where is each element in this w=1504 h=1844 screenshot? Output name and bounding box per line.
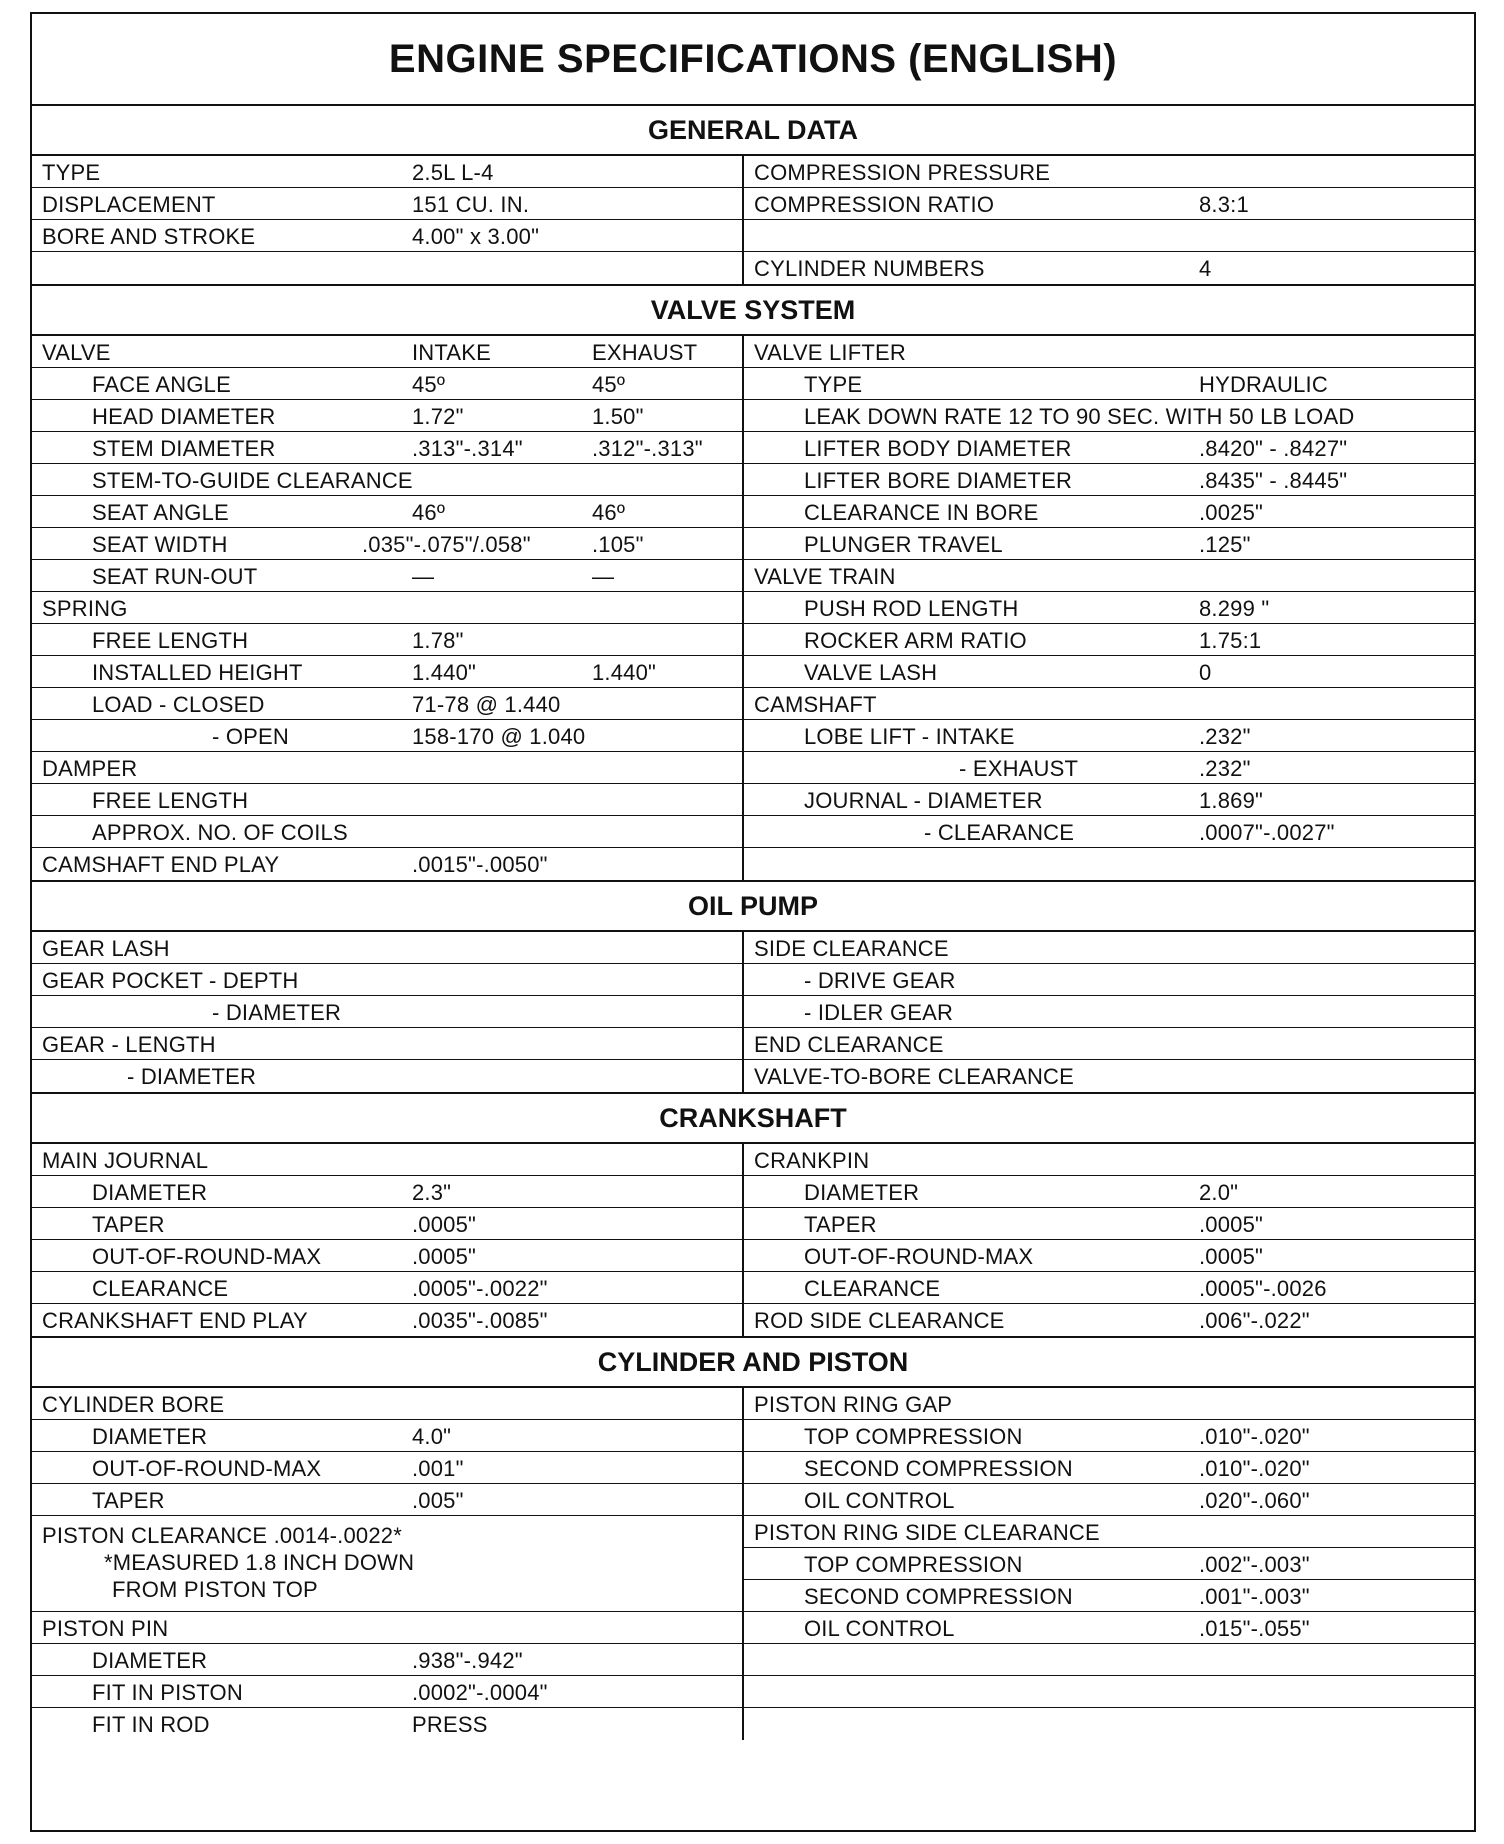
seat-runout-label: SEAT RUN-OUT [92, 564, 258, 589]
damper-label: DAMPER [42, 756, 138, 781]
damper-coils-row [32, 816, 742, 848]
seat-angle-row [32, 496, 742, 528]
end-clearance-row [744, 1028, 1474, 1060]
piston-clearance-text: PISTON CLEARANCE .0014-.0022* [42, 1523, 403, 1548]
measured-note: *MEASURED 1.8 INCH DOWN [104, 1550, 415, 1575]
drive-gear-label: - DRIVE GEAR [804, 968, 956, 993]
seat-angle-exhaust: 46º [592, 500, 626, 525]
lifter-bore-row [744, 464, 1474, 496]
main-taper-value: .0005" [412, 1212, 477, 1237]
pin-clearance-row [744, 1272, 1474, 1304]
fit-piston-value: .0002"-.0004" [412, 1680, 548, 1705]
gear-diameter-row [32, 1060, 742, 1092]
lifter-body-label: LIFTER BODY DIAMETER [804, 436, 1072, 461]
head-diameter-row [32, 400, 742, 432]
fit-rod-row [32, 1708, 742, 1740]
general-right-column [744, 156, 1474, 284]
pin-diameter-row [32, 1644, 742, 1676]
gap-oil-label: OIL CONTROL [804, 1488, 955, 1513]
installed-height-row [32, 656, 742, 688]
side-second-row [744, 1580, 1474, 1612]
bore-oor-row [32, 1452, 742, 1484]
leak-down-row [744, 400, 1474, 432]
damper-coils-label: APPROX. NO. OF COILS [92, 820, 348, 845]
lobe-exhaust-label: - EXHAUST [959, 756, 1079, 781]
valve-system-section [32, 336, 1474, 882]
piston-pin-row [32, 1612, 742, 1644]
type-value: 2.5L L-4 [412, 160, 494, 185]
oil-right-column [744, 932, 1474, 1092]
cylinder-piston-section [32, 1388, 1474, 1740]
stem-guide-row [32, 464, 742, 496]
intake-header: INTAKE [412, 340, 492, 365]
crank-right-column [744, 1144, 1474, 1336]
spec-sheet [30, 12, 1476, 1832]
blank-row [32, 252, 742, 284]
pin-taper-value: .0005" [1199, 1212, 1264, 1237]
face-angle-intake: 45º [412, 372, 446, 397]
rod-side-label: ROD SIDE CLEARANCE [754, 1308, 1005, 1333]
valve-train-label: VALVE TRAIN [754, 564, 896, 589]
load-closed-label: LOAD - CLOSED [92, 692, 265, 717]
leak-down-text: LEAK DOWN RATE 12 TO 90 SEC. WITH 50 LB LOAD [804, 404, 1355, 429]
journal-clearance-label: - CLEARANCE [924, 820, 1075, 845]
fit-piston-label: FIT IN PISTON [92, 1680, 243, 1705]
damper-free-length-label: FREE LENGTH [92, 788, 249, 813]
valve-train-row [744, 560, 1474, 592]
crankshaft-section [32, 1144, 1474, 1338]
drive-gear-row [744, 964, 1474, 996]
seat-width-label: SEAT WIDTH [92, 532, 228, 557]
main-diameter-row [32, 1176, 742, 1208]
gap-top-row [744, 1420, 1474, 1452]
head-diameter-exhaust: 1.50" [592, 404, 644, 429]
cyl-right-column [744, 1388, 1474, 1740]
crankpin-label: CRANKPIN [754, 1148, 870, 1173]
rocker-value: 1.75:1 [1199, 628, 1262, 653]
valve-label: VALVE [42, 340, 111, 365]
installed-height-intake: 1.440" [412, 660, 477, 685]
load-open-value: 158-170 @ 1.040 [412, 724, 586, 749]
valve-header-row [32, 336, 742, 368]
ring-gap-row [744, 1388, 1474, 1420]
seat-runout-exhaust: — [592, 564, 615, 589]
push-rod-value: 8.299 " [1199, 596, 1270, 621]
side-clearance-label: SIDE CLEARANCE [754, 936, 949, 961]
bore-oor-label: OUT-OF-ROUND-MAX [92, 1456, 322, 1481]
stem-diameter-exhaust: .312"-.313" [592, 436, 703, 461]
installed-height-exhaust: 1.440" [592, 660, 657, 685]
pin-diameter-label: DIAMETER [804, 1180, 920, 1205]
lobe-exhaust-value: .232" [1199, 756, 1251, 781]
face-angle-row [32, 368, 742, 400]
seat-angle-label: SEAT ANGLE [92, 500, 229, 525]
lash-row [744, 656, 1474, 688]
cam-end-play-row [32, 848, 742, 880]
bore-oor-value: .001" [412, 1456, 464, 1481]
side-oil-label: OIL CONTROL [804, 1616, 955, 1641]
lifter-body-value: .8420" - .8427" [1199, 436, 1348, 461]
load-open-label: - OPEN [212, 724, 289, 749]
main-journal-label: MAIN JOURNAL [42, 1148, 209, 1173]
pin-diameter-row [744, 1176, 1474, 1208]
pin-diameter-value: 2.0" [1199, 1180, 1239, 1205]
fit-piston-row [32, 1676, 742, 1708]
pin-taper-label: TAPER [804, 1212, 877, 1237]
crankpin-row [744, 1144, 1474, 1176]
bore-stroke-label: BORE AND STROKE [42, 224, 256, 249]
crank-end-play-row [32, 1304, 742, 1336]
lash-label: VALVE LASH [804, 660, 938, 685]
side-top-value: .002"-.003" [1199, 1552, 1310, 1577]
gap-second-value: .010"-.020" [1199, 1456, 1310, 1481]
compression-pressure-row [744, 156, 1474, 188]
journal-clearance-value: .0007"-.0027" [1199, 820, 1335, 845]
journal-clearance-row [744, 816, 1474, 848]
head-diameter-intake: 1.72" [412, 404, 464, 429]
oil-pump-heading: OIL PUMP [32, 882, 1474, 932]
pocket-diameter-label: - DIAMETER [212, 1000, 342, 1025]
pin-oor-row [744, 1240, 1474, 1272]
lobe-exhaust-row [744, 752, 1474, 784]
oil-pump-section [32, 932, 1474, 1094]
bore-diameter-row [32, 1420, 742, 1452]
gear-lash-label: GEAR LASH [42, 936, 170, 961]
spring-free-length-value: 1.78" [412, 628, 464, 653]
compression-ratio-value: 8.3:1 [1199, 192, 1249, 217]
spring-row [32, 592, 742, 624]
seat-width-row [32, 528, 742, 560]
face-angle-exhaust: 45º [592, 372, 626, 397]
face-angle-label: FACE ANGLE [92, 372, 231, 397]
side-second-value: .001"-.003" [1199, 1584, 1310, 1609]
pin-oor-value: .0005" [1199, 1244, 1264, 1269]
spring-free-length-row [32, 624, 742, 656]
bore-taper-row [32, 1484, 742, 1516]
main-journal-row [32, 1144, 742, 1176]
load-closed-value: 71-78 @ 1.440 [412, 692, 561, 717]
damper-row [32, 752, 742, 784]
lobe-intake-value: .232" [1199, 724, 1251, 749]
lifter-type-value: HYDRAULIC [1199, 372, 1328, 397]
end-clearance-label: END CLEARANCE [754, 1032, 944, 1057]
pin-clearance-label: CLEARANCE [804, 1276, 941, 1301]
pin-diameter-label: DIAMETER [92, 1648, 208, 1673]
main-diameter-value: 2.3" [412, 1180, 452, 1205]
blank-row [744, 848, 1474, 880]
pin-clearance-value: .0005"-.0026 [1199, 1276, 1327, 1301]
lobe-intake-row [744, 720, 1474, 752]
bore-taper-label: TAPER [92, 1488, 165, 1513]
side-oil-row [744, 1612, 1474, 1644]
general-data-heading: GENERAL DATA [32, 106, 1474, 156]
main-oor-label: OUT-OF-ROUND-MAX [92, 1244, 322, 1269]
main-taper-label: TAPER [92, 1212, 165, 1237]
seat-angle-intake: 46º [412, 500, 446, 525]
main-taper-row [32, 1208, 742, 1240]
stem-guide-label: STEM-TO-GUIDE CLEARANCE [92, 468, 413, 493]
type-row [32, 156, 742, 188]
lifter-type-label: TYPE [804, 372, 863, 397]
crank-end-play-value: .0035"-.0085" [412, 1308, 548, 1333]
compression-ratio-label: COMPRESSION RATIO [754, 192, 995, 217]
lash-value: 0 [1199, 660, 1212, 685]
spring-free-length-label: FREE LENGTH [92, 628, 249, 653]
pocket-diameter-row [32, 996, 742, 1028]
from-piston-top-note: FROM PISTON TOP [112, 1577, 318, 1602]
side-second-label: SECOND COMPRESSION [804, 1584, 1073, 1609]
ring-side-row [744, 1516, 1474, 1548]
rocker-row [744, 624, 1474, 656]
gear-length-label: GEAR - LENGTH [42, 1032, 216, 1057]
pin-diameter-value: .938"-.942" [412, 1648, 523, 1673]
oil-left-column [32, 932, 744, 1092]
cylinder-piston-heading: CYLINDER AND PISTON [32, 1338, 1474, 1388]
gap-oil-row [744, 1484, 1474, 1516]
gear-diameter-label: - DIAMETER [127, 1064, 257, 1089]
blank-row [744, 1676, 1474, 1708]
side-clearance-row [744, 932, 1474, 964]
displacement-label: DISPLACEMENT [42, 192, 216, 217]
type-label: TYPE [42, 160, 101, 185]
main-clearance-label: CLEARANCE [92, 1276, 229, 1301]
load-open-row [32, 720, 742, 752]
fit-rod-value: PRESS [412, 1712, 488, 1737]
gap-top-label: TOP COMPRESSION [804, 1424, 1023, 1449]
general-left-column [32, 156, 744, 284]
stem-diameter-label: STEM DIAMETER [92, 436, 276, 461]
compression-pressure-label: COMPRESSION PRESSURE [754, 160, 1051, 185]
valve-bore-label: VALVE-TO-BORE CLEARANCE [754, 1064, 1075, 1089]
gear-length-row [32, 1028, 742, 1060]
valve-bore-row [744, 1060, 1474, 1092]
plunger-value: .125" [1199, 532, 1251, 557]
compression-ratio-row [744, 188, 1474, 220]
ring-gap-label: PISTON RING GAP [754, 1392, 953, 1417]
load-closed-row [32, 688, 742, 720]
push-rod-row [744, 592, 1474, 624]
pocket-depth-row [32, 964, 742, 996]
camshaft-row [744, 688, 1474, 720]
rocker-label: ROCKER ARM RATIO [804, 628, 1027, 653]
stem-diameter-intake: .313"-.314" [412, 436, 523, 461]
cyl-left-column [32, 1388, 744, 1740]
cylinder-numbers-value: 4 [1199, 256, 1212, 281]
journal-diameter-label: JOURNAL - DIAMETER [804, 788, 1043, 813]
clearance-bore-row [744, 496, 1474, 528]
idler-gear-row [744, 996, 1474, 1028]
bore-diameter-value: 4.0" [412, 1424, 452, 1449]
piston-clearance-block [32, 1516, 742, 1612]
gear-lash-row [32, 932, 742, 964]
main-clearance-row [32, 1272, 742, 1304]
clearance-bore-label: CLEARANCE IN BORE [804, 500, 1039, 525]
cylinder-numbers-row [744, 252, 1474, 284]
gap-second-row [744, 1452, 1474, 1484]
gap-top-value: .010"-.020" [1199, 1424, 1310, 1449]
general-data-section [32, 156, 1474, 286]
seat-width-intake: .035"-.075"/.058" [362, 532, 531, 557]
cam-end-play-value: .0015"-.0050" [412, 852, 548, 877]
lifter-type-row [744, 368, 1474, 400]
blank-row [744, 1708, 1474, 1740]
valve-right-column [744, 336, 1474, 880]
main-diameter-label: DIAMETER [92, 1180, 208, 1205]
valve-left-column [32, 336, 744, 880]
crank-left-column [32, 1144, 744, 1336]
crankshaft-heading: CRANKSHAFT [32, 1094, 1474, 1144]
seat-runout-row [32, 560, 742, 592]
main-oor-row [32, 1240, 742, 1272]
seat-runout-intake: — [412, 564, 435, 589]
exhaust-header: EXHAUST [592, 340, 698, 365]
journal-diameter-value: 1.869" [1199, 788, 1264, 813]
seat-width-exhaust: .105" [592, 532, 644, 557]
rod-side-value: .006"-.022" [1199, 1308, 1310, 1333]
bore-diameter-label: DIAMETER [92, 1424, 208, 1449]
crank-end-play-label: CRANKSHAFT END PLAY [42, 1308, 308, 1333]
side-top-label: TOP COMPRESSION [804, 1552, 1023, 1577]
cylinder-bore-row [32, 1388, 742, 1420]
pin-oor-label: OUT-OF-ROUND-MAX [804, 1244, 1034, 1269]
plunger-row [744, 528, 1474, 560]
plunger-label: PLUNGER TRAVEL [804, 532, 1003, 557]
damper-free-length-row [32, 784, 742, 816]
gap-oil-value: .020"-.060" [1199, 1488, 1310, 1513]
spring-label: SPRING [42, 596, 128, 621]
head-diameter-label: HEAD DIAMETER [92, 404, 276, 429]
cam-end-play-label: CAMSHAFT END PLAY [42, 852, 280, 877]
page-title: ENGINE SPECIFICATIONS (ENGLISH) [32, 14, 1474, 106]
piston-pin-label: PISTON PIN [42, 1616, 169, 1641]
lifter-bore-label: LIFTER BORE DIAMETER [804, 468, 1073, 493]
blank-row [744, 220, 1474, 252]
main-clearance-value: .0005"-.0022" [412, 1276, 548, 1301]
displacement-row [32, 188, 742, 220]
journal-diameter-row [744, 784, 1474, 816]
lifter-body-row [744, 432, 1474, 464]
idler-gear-label: - IDLER GEAR [804, 1000, 954, 1025]
lifter-row [744, 336, 1474, 368]
stem-diameter-row [32, 432, 742, 464]
installed-height-label: INSTALLED HEIGHT [92, 660, 303, 685]
bore-stroke-row [32, 220, 742, 252]
valve-system-heading: VALVE SYSTEM [32, 286, 1474, 336]
displacement-value: 151 CU. IN. [412, 192, 530, 217]
rod-side-row [744, 1304, 1474, 1336]
cylinder-bore-label: CYLINDER BORE [42, 1392, 225, 1417]
lifter-label: VALVE LIFTER [754, 340, 906, 365]
cylinder-numbers-label: CYLINDER NUMBERS [754, 256, 985, 281]
blank-row [744, 1644, 1474, 1676]
pocket-depth-label: GEAR POCKET - DEPTH [42, 968, 299, 993]
side-top-row [744, 1548, 1474, 1580]
lifter-bore-value: .8435" - .8445" [1199, 468, 1348, 493]
push-rod-label: PUSH ROD LENGTH [804, 596, 1019, 621]
side-oil-value: .015"-.055" [1199, 1616, 1310, 1641]
bore-stroke-value: 4.00" x 3.00" [412, 224, 540, 249]
main-oor-value: .0005" [412, 1244, 477, 1269]
lobe-intake-label: LOBE LIFT - INTAKE [804, 724, 1015, 749]
ring-side-label: PISTON RING SIDE CLEARANCE [754, 1520, 1100, 1545]
pin-taper-row [744, 1208, 1474, 1240]
fit-rod-label: FIT IN ROD [92, 1712, 210, 1737]
camshaft-label: CAMSHAFT [754, 692, 877, 717]
bore-taper-value: .005" [412, 1488, 464, 1513]
gap-second-label: SECOND COMPRESSION [804, 1456, 1073, 1481]
clearance-bore-value: .0025" [1199, 500, 1264, 525]
